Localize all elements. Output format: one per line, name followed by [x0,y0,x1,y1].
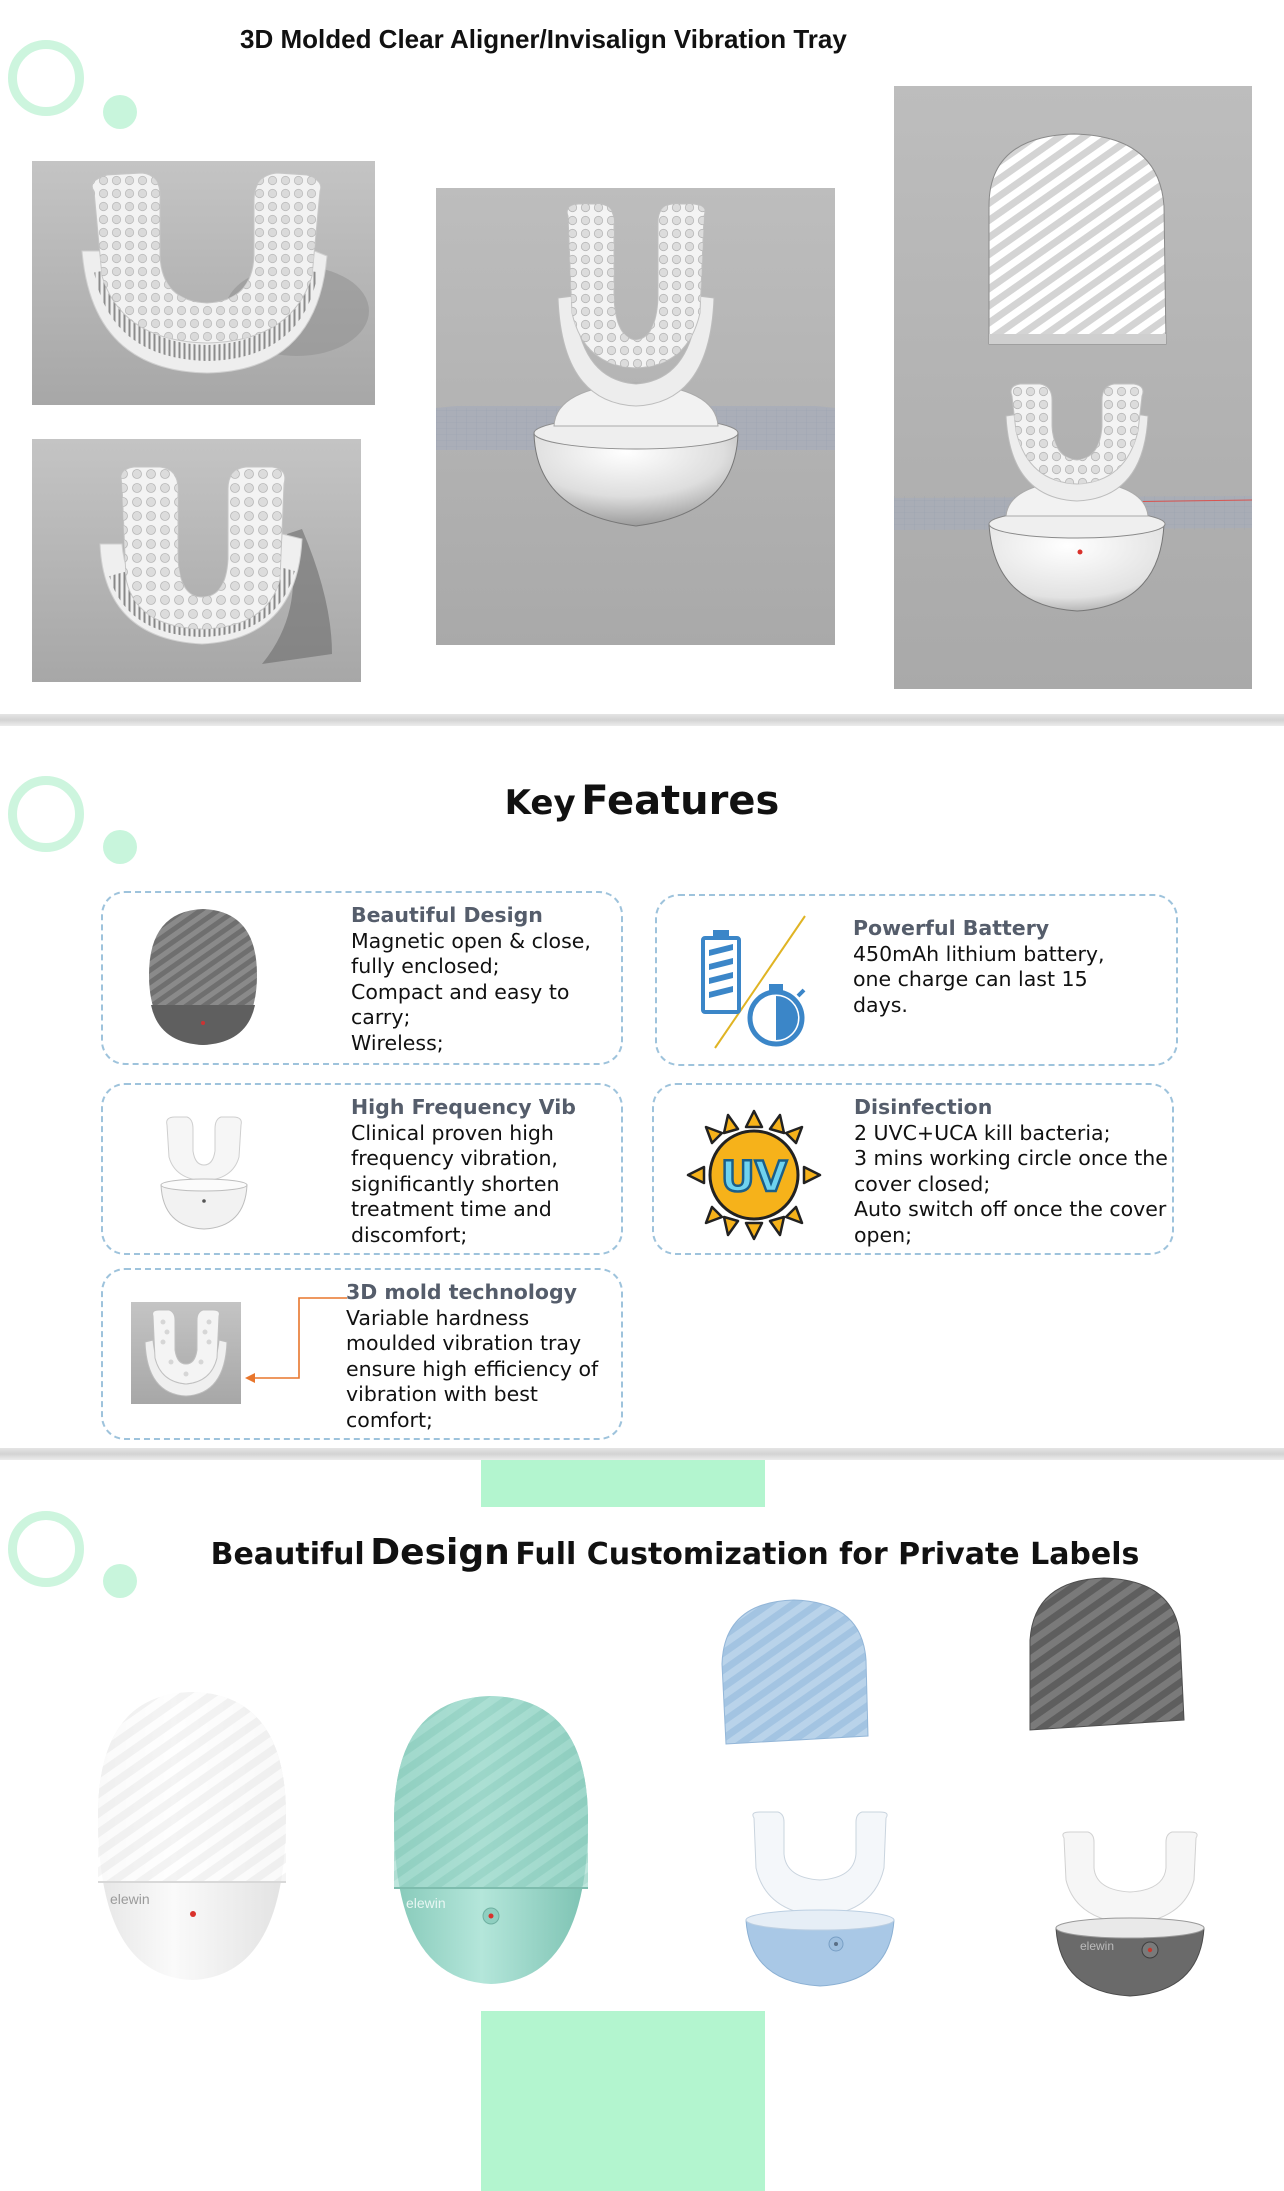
feature-line: Wireless; [351,1030,444,1055]
title-large: Features [581,778,780,824]
feature-text [351,1095,613,1248]
feature-line: vibration with best [346,1382,538,1406]
feature-line: days. [853,992,908,1017]
gray-tray-base-product [1050,1828,1210,1998]
feature-line: ensure high efficiency of [346,1356,599,1381]
customization-section [0,1460,1284,2191]
blue-tray-base-product [740,1808,900,1988]
feature-text [351,903,613,1056]
battery-timer-icon [695,912,825,1052]
section-divider [0,1448,1284,1460]
key-features-section [0,726,1284,1448]
brand-mark: elewin [406,1895,446,1911]
feature-heading: Beautiful Design [351,903,543,927]
uv-sun-icon [684,1109,824,1241]
feature-line: significantly shorten [351,1171,560,1196]
section-divider [0,714,1284,726]
feature-line: Auto switch off once the cover [854,1197,1167,1221]
feature-text [853,916,1163,1018]
tray-on-base-render [436,188,835,645]
feature-heading: Powerful Battery [853,916,1050,940]
title-small: Key [504,783,576,823]
feature-line: carry; [351,1005,411,1029]
feature-line: fully enclosed; [351,954,500,978]
feature-heading: Disinfection [854,1095,993,1119]
key-features-title [0,778,1284,824]
decor-dot [103,95,137,129]
arrow-connector [243,1296,353,1386]
tray-render-angled [32,161,375,405]
product-render-section [0,0,1284,714]
feature-line: moulded vibration tray [346,1331,582,1355]
mint-accent-bottom [481,2011,765,2191]
mint-accent-top [481,1460,765,1507]
section-title: 3D Molded Clear Aligner/Invisalign Vibration Tray [240,24,847,54]
feature-text [854,1095,1170,1248]
feature-card-vibration [101,1083,623,1255]
blue-cover-product [716,1594,872,1758]
feature-line: open; [854,1222,913,1247]
feature-line: discomfort; [351,1222,468,1247]
brand-mark: elewin [1080,1939,1115,1953]
feature-line: one charge can last 15 [853,967,1088,991]
customization-title [0,1532,1284,1573]
white-case-thumbnail [143,905,263,1049]
feature-card-battery [655,894,1178,1066]
feature-line: comfort; [346,1407,433,1432]
tray-render-front [32,439,361,682]
feature-line: Magnetic open & close, [351,928,591,953]
feature-line: 2 UVC+UCA kill bacteria; [854,1120,1111,1145]
decor-dot [103,830,137,864]
feature-line: 3 mins working circle once the [854,1146,1168,1170]
feature-card-design [101,891,623,1065]
feature-line: Compact and easy to [351,979,570,1004]
white-case-product [92,1686,292,1986]
brand-mark: elewin [110,1891,150,1907]
feature-text [346,1280,616,1433]
tray-device-thumbnail [149,1105,259,1233]
uv-label: UV [720,1152,788,1201]
title-part-2: Design [370,1532,510,1573]
feature-line: treatment time and [351,1197,552,1221]
feature-line: cover closed; [854,1171,991,1196]
feature-card-disinfection [652,1083,1174,1255]
tray-render-thumbnail [131,1302,241,1404]
feature-line: Variable hardness [346,1305,530,1330]
title-part-1: Beautiful [210,1537,365,1572]
title-part-3: Full Customization for Private Labels [515,1537,1140,1572]
mint-case-product [388,1690,594,1990]
feature-card-3d-mold [101,1268,623,1440]
feature-line: frequency vibration, [351,1146,558,1170]
gray-cover-product [1024,1574,1188,1740]
device-open-render [894,86,1252,689]
feature-heading: High Frequency Vib [351,1095,576,1119]
feature-line: Clinical proven high [351,1120,554,1145]
feature-line: 450mAh lithium battery, [853,941,1105,966]
decor-ring [8,40,84,116]
feature-heading: 3D mold technology [346,1280,577,1304]
